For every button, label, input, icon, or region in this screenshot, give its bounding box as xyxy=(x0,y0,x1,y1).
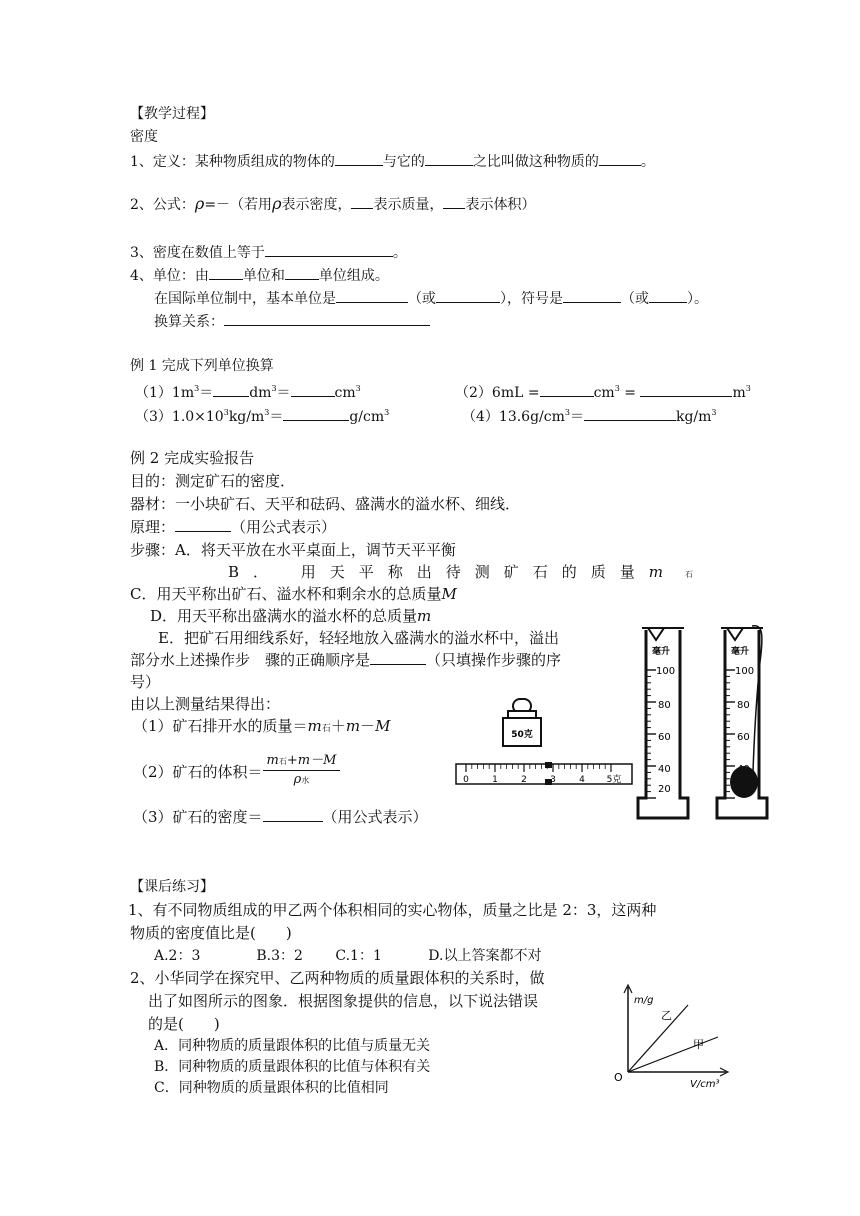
ruler-label: 4 xyxy=(579,775,585,785)
text: ＝ xyxy=(199,385,214,401)
tick-label: 80 xyxy=(737,700,750,711)
hw-q2-option-b: B．同种物质的质量跟体积的比值与体积有关 xyxy=(154,1059,431,1075)
answer-blank[interactable] xyxy=(443,195,465,209)
result-intro: 由以上测量结果得出： xyxy=(130,695,281,713)
rider-ruler xyxy=(456,762,632,785)
text: 表示体积） xyxy=(465,197,536,213)
superscript: 3 xyxy=(194,384,200,393)
answer-blank[interactable] xyxy=(213,383,249,397)
answer-blank[interactable] xyxy=(584,407,676,421)
step-e-line3: 号） xyxy=(130,673,161,691)
cylinder-with-ore xyxy=(717,626,767,818)
step-e-line2 xyxy=(130,651,561,669)
text: 换算关系： xyxy=(154,314,224,330)
ruler-label: 1 xyxy=(492,775,498,785)
text: 单位和 xyxy=(242,268,285,284)
text: （2）矿石的体积＝ xyxy=(133,763,263,781)
step-a: 步骤：A．将天平放在水平桌面上，调节天平平衡 xyxy=(130,541,456,559)
text: （或 xyxy=(408,291,436,307)
rho-symbol: ρ xyxy=(293,771,302,787)
section-heading-homework: 【课后练习】 xyxy=(130,879,214,895)
definition-line xyxy=(130,152,655,171)
mass-symbol: m xyxy=(417,607,432,625)
text: （3）矿石的密度＝ xyxy=(133,808,263,826)
answer-blank[interactable] xyxy=(175,518,231,532)
ex1-q3 xyxy=(135,404,389,426)
ex1-q2 xyxy=(455,380,751,402)
formula-line xyxy=(130,195,535,214)
tick-label: 40 xyxy=(658,764,671,775)
hw-q2-option-c: C．同种物质的质量跟体积的比值相同 xyxy=(154,1080,389,1096)
answer-blank[interactable] xyxy=(599,152,641,166)
ruler-label: 5克 xyxy=(606,775,622,785)
text: （或 xyxy=(621,291,649,307)
line-yi xyxy=(628,1005,688,1072)
text: cm xyxy=(593,385,615,401)
rider xyxy=(545,762,552,768)
hw-q2-line3: 的是( ) xyxy=(148,1015,220,1033)
tick-label: 60 xyxy=(658,732,671,743)
answer-blank[interactable] xyxy=(224,312,430,326)
text: = xyxy=(619,385,641,401)
text: （1）矿石排开水的质量＝ xyxy=(133,717,308,735)
answer-blank[interactable] xyxy=(283,407,349,421)
tick-label: 60 xyxy=(737,732,750,743)
text: 之比叫做这种物质的 xyxy=(472,154,599,170)
principle-line xyxy=(130,518,336,536)
mass-symbol: m xyxy=(345,717,361,735)
answer-blank[interactable] xyxy=(336,289,408,303)
result-3 xyxy=(133,808,428,826)
mass-symbol: M xyxy=(375,717,391,735)
text: 与它的 xyxy=(382,154,425,170)
hw-q1-line2: 物质的密度值比是( ) xyxy=(130,924,292,942)
tick-label: 100 xyxy=(735,666,755,677)
si-unit-line xyxy=(154,289,708,308)
text: 单位组成。 xyxy=(318,268,389,284)
result-1 xyxy=(133,717,390,738)
superscript: 3 xyxy=(564,408,570,417)
subscript: 石 xyxy=(321,724,331,734)
step-c xyxy=(130,585,457,603)
text: +m－M xyxy=(286,752,337,768)
conversion-line xyxy=(154,312,430,331)
line-jia xyxy=(628,1037,718,1072)
text: （2）6mL = xyxy=(455,385,540,401)
result-2 xyxy=(133,752,340,792)
mass-symbol: M xyxy=(441,585,457,603)
cylinder-water-only xyxy=(638,628,688,818)
superscript: 3 xyxy=(271,384,277,393)
answer-blank[interactable] xyxy=(263,808,323,822)
text: ＝ xyxy=(276,385,291,401)
superscript: 3 xyxy=(223,408,229,417)
text: dm xyxy=(249,385,272,401)
superscript: 3 xyxy=(355,384,361,393)
subscript: 石 xyxy=(685,570,694,579)
origin-label: O xyxy=(614,1071,623,1084)
superscript: 3 xyxy=(711,408,717,417)
answer-blank[interactable] xyxy=(425,152,473,166)
text: 4、单位：由 xyxy=(130,268,209,284)
text: 2、公式： xyxy=(130,197,195,213)
text: 在国际单位制中，基本单位是 xyxy=(154,291,336,307)
text: 1、定义：某种物质组成的物体的 xyxy=(130,154,335,170)
answer-blank[interactable] xyxy=(291,383,335,397)
text: 原理： xyxy=(130,518,176,536)
ruler-label: 0 xyxy=(463,775,469,785)
tick-label: 100 xyxy=(656,666,676,677)
answer-blank[interactable] xyxy=(436,289,500,303)
text: B． 用天平称出待测矿石的质量 xyxy=(228,563,649,581)
example1-title: 例 1 完成下列单位换算 xyxy=(130,358,274,374)
text: C．用天平称出矿石、溢水杯和剩余水的总质量 xyxy=(130,585,442,603)
cylinder-ticks xyxy=(646,670,656,798)
cylinder-unit: 毫升 xyxy=(652,647,671,657)
numeric-meaning-line xyxy=(130,243,407,262)
weight-label: 50克 xyxy=(511,730,533,740)
text: ＋ xyxy=(330,717,346,735)
text: kg/m xyxy=(228,409,265,425)
text: （用公式表示） xyxy=(231,518,337,536)
step-d xyxy=(150,607,431,625)
topic-density: 密度 xyxy=(130,129,158,145)
tick-label: 20 xyxy=(658,784,671,795)
answer-blank[interactable] xyxy=(640,383,732,397)
example2-title: 例 2 完成实验报告 xyxy=(130,449,255,467)
text: － xyxy=(360,717,376,735)
step-b xyxy=(228,563,693,584)
equipment-line: 器材：一小块矿石、天平和砝码、盛满水的溢水杯、细线． xyxy=(130,495,521,513)
unit-line xyxy=(130,266,389,285)
mass-symbol: m xyxy=(307,717,322,735)
y-axis-label: m/g xyxy=(634,995,654,1006)
balance-weight-and-ruler-figure xyxy=(450,690,635,790)
subscript: 水 xyxy=(301,775,310,785)
text: ＝ xyxy=(269,409,284,425)
fraction-numerator xyxy=(263,753,341,771)
ruler-label: 2 xyxy=(521,775,527,785)
mass-symbol: m xyxy=(648,563,664,581)
answer-blank[interactable] xyxy=(540,383,594,397)
purpose-line: 目的：测定矿石的密度． xyxy=(130,472,296,490)
rho-symbol: ρ xyxy=(272,194,282,213)
tick-label: 80 xyxy=(658,700,671,711)
section-heading-teaching: 【教学过程】 xyxy=(130,106,214,122)
text: （4）13.6g/cm xyxy=(462,409,565,425)
text: D．用天平称出盛满水的溢水杯的总质量 xyxy=(150,607,418,625)
text: m xyxy=(732,385,746,401)
hw-q2-option-a: A．同种物质的质量跟体积的比值与质量无关 xyxy=(154,1038,431,1054)
hw-q1-line1: 1、有不同物质组成的甲乙两个体积相同的实心物体，质量之比是 2：3，这两种 xyxy=(128,901,657,919)
fraction-denominator xyxy=(263,771,341,790)
x-axis-label: V/cm³ xyxy=(690,1079,720,1090)
cylinder-unit: 毫升 xyxy=(731,647,750,657)
answer-blank[interactable] xyxy=(209,266,243,280)
answer-blank[interactable] xyxy=(370,651,426,665)
ex1-q1 xyxy=(135,380,361,402)
superscript: 3 xyxy=(745,384,751,393)
mass-symbol: m xyxy=(266,752,279,768)
step-e-line1: E．把矿石用细线系好，轻轻地放入盛满水的溢水杯中，溢出 xyxy=(158,629,559,647)
text: 部分水上述操作步 骤的正确顺序是 xyxy=(130,651,371,669)
text: cm xyxy=(334,385,356,401)
text: g/cm xyxy=(349,409,385,425)
ex1-q4 xyxy=(462,404,717,426)
rho-symbol: ρ xyxy=(194,194,205,213)
text: kg/m xyxy=(675,409,712,425)
mass-volume-graph xyxy=(606,975,736,1095)
hw-q1-options: A.2：3 B.3：2 C.1：1 D.以上答案都不对 xyxy=(154,948,542,964)
answer-blank[interactable] xyxy=(351,195,373,209)
superscript: 3 xyxy=(384,408,390,417)
answer-blank[interactable] xyxy=(649,289,687,303)
text: 表示密度， xyxy=(281,197,352,213)
text: 表示质量， xyxy=(373,197,444,213)
text: 3、密度在数值上等于 xyxy=(130,245,265,261)
hw-q2-line2: 出了如图所示的图象．根据图象提供的信息，以下说法错误 xyxy=(148,992,539,1010)
text: （1）1m xyxy=(135,385,195,401)
hw-q2-line1: 2、小华同学在探究甲、乙两种物质的质量跟体积的关系时，做 xyxy=(130,969,545,987)
volume-fraction xyxy=(263,753,341,790)
line-label-jia: 甲 xyxy=(693,1038,704,1051)
answer-blank[interactable] xyxy=(265,243,393,257)
superscript: 3 xyxy=(264,408,270,417)
graduated-cylinders-figure xyxy=(632,622,777,822)
text: （用公式表示） xyxy=(322,808,428,826)
superscript: 3 xyxy=(614,384,620,393)
line-label-yi: 乙 xyxy=(661,1009,672,1022)
answer-blank[interactable] xyxy=(285,266,319,280)
text: ），符号是 xyxy=(500,291,563,307)
ore-rock xyxy=(730,766,758,798)
text: ）。 xyxy=(687,291,708,307)
text: （只填操作步骤的序 xyxy=(426,651,562,669)
text: ＝ xyxy=(569,409,584,425)
answer-blank[interactable] xyxy=(335,152,383,166)
text: 。 xyxy=(392,245,407,261)
weight-icon xyxy=(503,699,541,746)
text: =－（若用 xyxy=(204,197,273,213)
subscript: 石 xyxy=(278,756,287,766)
text: （3）1.0×10 xyxy=(135,409,224,425)
ruler-label: 3 xyxy=(550,775,556,785)
text: 。 xyxy=(640,154,655,170)
answer-blank[interactable] xyxy=(563,289,621,303)
